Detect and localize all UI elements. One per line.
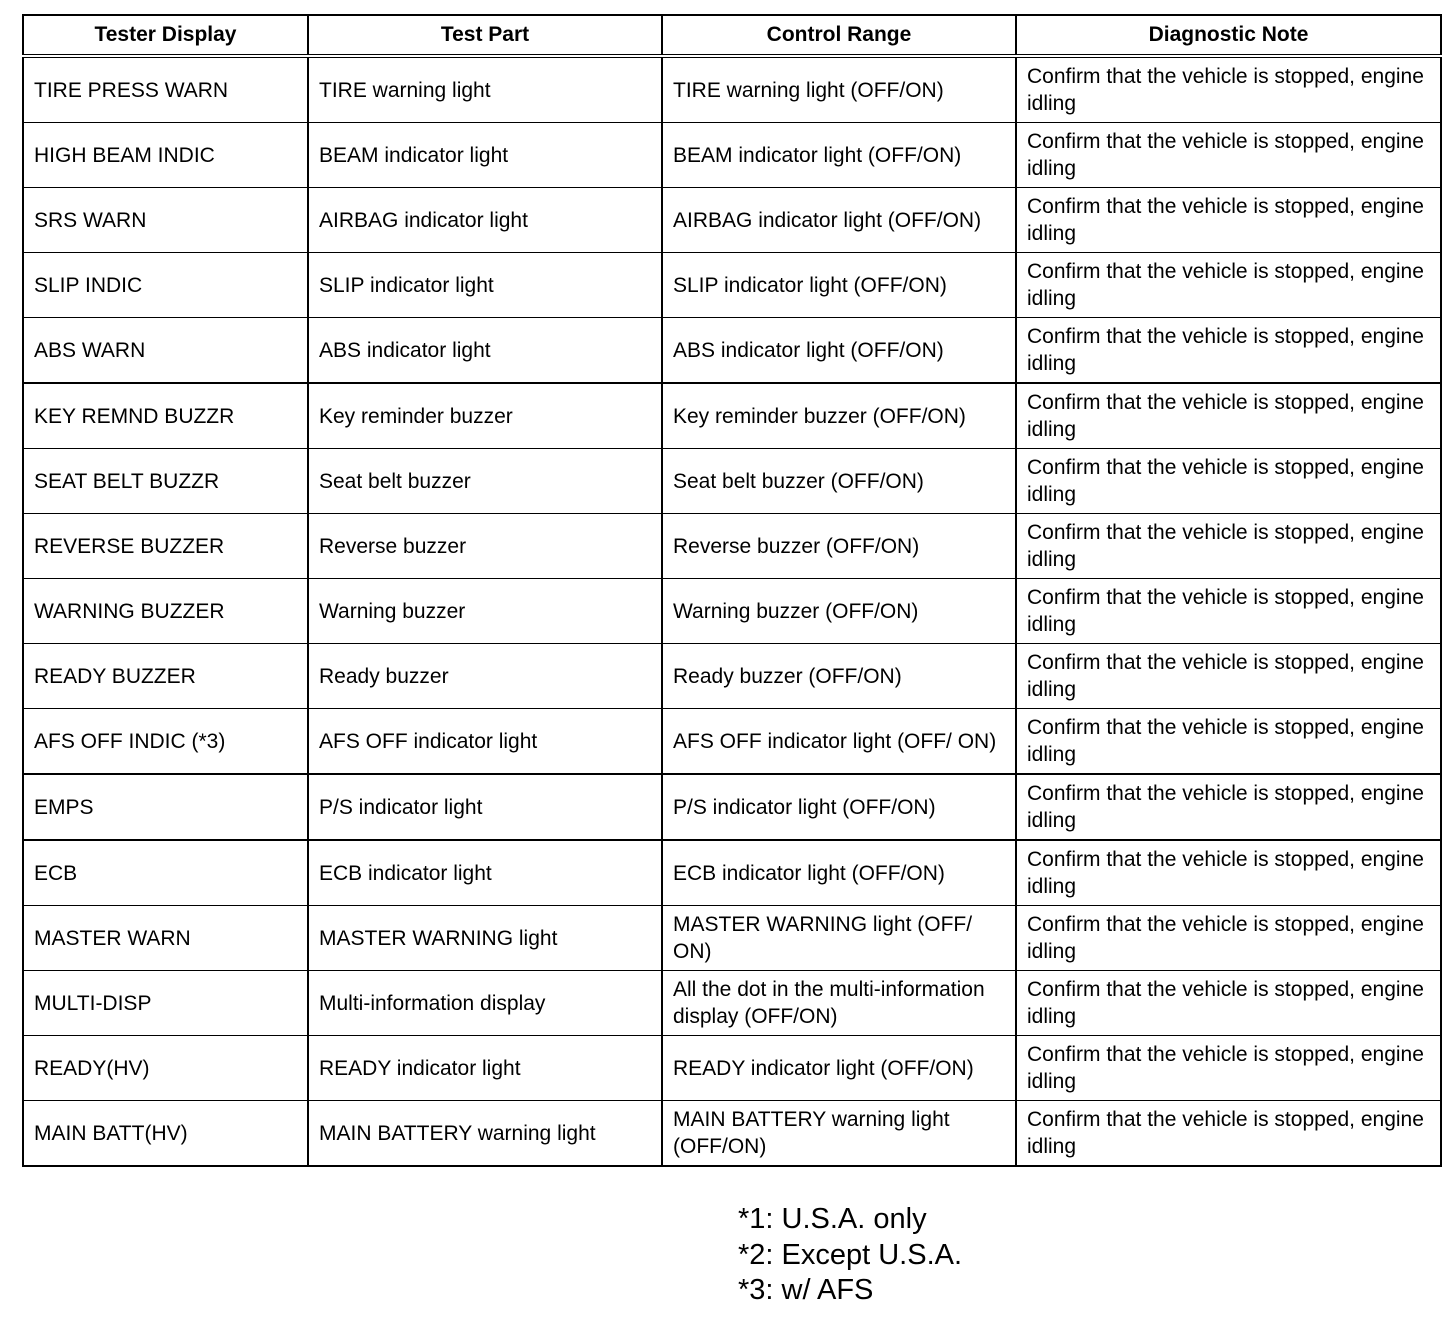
cell-diagnostic-note: Confirm that the vehicle is stopped, engine idling [1016,56,1441,123]
cell-control-range: BEAM indicator light (OFF/ON) [662,123,1016,188]
cell-control-range: MASTER WARNING light (OFF/ ON) [662,906,1016,971]
table-row [23,514,1441,579]
table-row [23,971,1441,1036]
cell-tester-display: SEAT BELT BUZZR [23,449,308,514]
header-control-range: Control Range [662,15,1016,56]
cell-tester-display: WARNING BUZZER [23,579,308,644]
cell-tester-display: REVERSE BUZZER [23,514,308,579]
table-row [23,318,1441,384]
cell-diagnostic-note: Confirm that the vehicle is stopped, engine idling [1016,514,1441,579]
footnote-with-afs: *3: w/ AFS [738,1274,874,1306]
cell-test-part: READY indicator light [308,1036,662,1101]
table-row [23,1101,1441,1167]
cell-test-part: AFS OFF indicator light [308,709,662,775]
cell-tester-display: EMPS [23,774,308,840]
cell-tester-display: SLIP INDIC [23,253,308,318]
header-test-part: Test Part [308,15,662,56]
cell-diagnostic-note: Confirm that the vehicle is stopped, engine idling [1016,709,1441,775]
footnote-usa-only: *1: U.S.A. only [738,1203,927,1235]
cell-test-part: MASTER WARNING light [308,906,662,971]
table-row [23,774,1441,840]
cell-control-range: Reverse buzzer (OFF/ON) [662,514,1016,579]
table-row [23,449,1441,514]
cell-tester-display: MULTI-DISP [23,971,308,1036]
cell-test-part: Key reminder buzzer [308,383,662,449]
cell-control-range: Key reminder buzzer (OFF/ON) [662,383,1016,449]
cell-test-part: P/S indicator light [308,774,662,840]
cell-diagnostic-note: Confirm that the vehicle is stopped, engine idling [1016,579,1441,644]
cell-tester-display: KEY REMND BUZZR [23,383,308,449]
table-row [23,56,1441,123]
cell-control-range: P/S indicator light (OFF/ON) [662,774,1016,840]
cell-diagnostic-note: Confirm that the vehicle is stopped, engine idling [1016,318,1441,384]
cell-control-range: Seat belt buzzer (OFF/ON) [662,449,1016,514]
header-tester-display: Tester Display [23,15,308,56]
cell-diagnostic-note: Confirm that the vehicle is stopped, engine idling [1016,840,1441,906]
cell-tester-display: TIRE PRESS WARN [23,56,308,123]
table-row [23,1036,1441,1101]
footnotes [738,1202,962,1309]
cell-diagnostic-note: Confirm that the vehicle is stopped, engine idling [1016,774,1441,840]
cell-test-part: Seat belt buzzer [308,449,662,514]
cell-diagnostic-note: Confirm that the vehicle is stopped, engine idling [1016,906,1441,971]
cell-test-part: MAIN BATTERY warning light [308,1101,662,1167]
cell-tester-display: MAIN BATT(HV) [23,1101,308,1167]
cell-test-part: Reverse buzzer [308,514,662,579]
cell-tester-display: HIGH BEAM INDIC [23,123,308,188]
cell-test-part: Multi-information display [308,971,662,1036]
cell-test-part: Ready buzzer [308,644,662,709]
cell-test-part: AIRBAG indicator light [308,188,662,253]
cell-tester-display: ECB [23,840,308,906]
cell-control-range: ABS indicator light (OFF/ON) [662,318,1016,384]
table-row [23,253,1441,318]
active-test-table [22,14,1442,1167]
cell-test-part: ABS indicator light [308,318,662,384]
cell-control-range: Warning buzzer (OFF/ON) [662,579,1016,644]
table-row [23,906,1441,971]
cell-control-range: Ready buzzer (OFF/ON) [662,644,1016,709]
cell-control-range: TIRE warning light (OFF/ON) [662,56,1016,123]
table-row [23,123,1441,188]
cell-diagnostic-note: Confirm that the vehicle is stopped, engine idling [1016,1101,1441,1167]
cell-control-range: All the dot in the multi-information display (OFF/ON) [662,971,1016,1036]
table-header-row [23,15,1441,56]
cell-control-range: ECB indicator light (OFF/ON) [662,840,1016,906]
table-row [23,579,1441,644]
cell-tester-display: AFS OFF INDIC (*3) [23,709,308,775]
header-diagnostic-note: Diagnostic Note [1016,15,1441,56]
cell-diagnostic-note: Confirm that the vehicle is stopped, engine idling [1016,123,1441,188]
cell-control-range: SLIP indicator light (OFF/ON) [662,253,1016,318]
cell-control-range: AFS OFF indicator light (OFF/ ON) [662,709,1016,775]
cell-test-part: TIRE warning light [308,56,662,123]
table-row [23,709,1441,775]
table-row [23,383,1441,449]
cell-diagnostic-note: Confirm that the vehicle is stopped, engine idling [1016,253,1441,318]
cell-test-part: BEAM indicator light [308,123,662,188]
cell-diagnostic-note: Confirm that the vehicle is stopped, engine idling [1016,971,1441,1036]
cell-test-part: Warning buzzer [308,579,662,644]
footnote-except-usa: *2: Except U.S.A. [738,1238,963,1271]
cell-diagnostic-note: Confirm that the vehicle is stopped, engine idling [1016,1036,1441,1101]
cell-control-range: AIRBAG indicator light (OFF/ON) [662,188,1016,253]
cell-tester-display: READY(HV) [23,1036,308,1101]
cell-control-range: READY indicator light (OFF/ON) [662,1036,1016,1101]
table-row [23,644,1441,709]
cell-diagnostic-note: Confirm that the vehicle is stopped, engine idling [1016,188,1441,253]
cell-diagnostic-note: Confirm that the vehicle is stopped, engine idling [1016,644,1441,709]
table-row [23,840,1441,906]
cell-tester-display: SRS WARN [23,188,308,253]
cell-control-range: MAIN BATTERY warning light (OFF/ON) [662,1101,1016,1167]
cell-tester-display: ABS WARN [23,318,308,384]
cell-test-part: SLIP indicator light [308,253,662,318]
cell-tester-display: MASTER WARN [23,906,308,971]
table-row [23,188,1441,253]
cell-test-part: ECB indicator light [308,840,662,906]
cell-tester-display: READY BUZZER [23,644,308,709]
cell-diagnostic-note: Confirm that the vehicle is stopped, engine idling [1016,449,1441,514]
cell-diagnostic-note: Confirm that the vehicle is stopped, engine idling [1016,383,1441,449]
